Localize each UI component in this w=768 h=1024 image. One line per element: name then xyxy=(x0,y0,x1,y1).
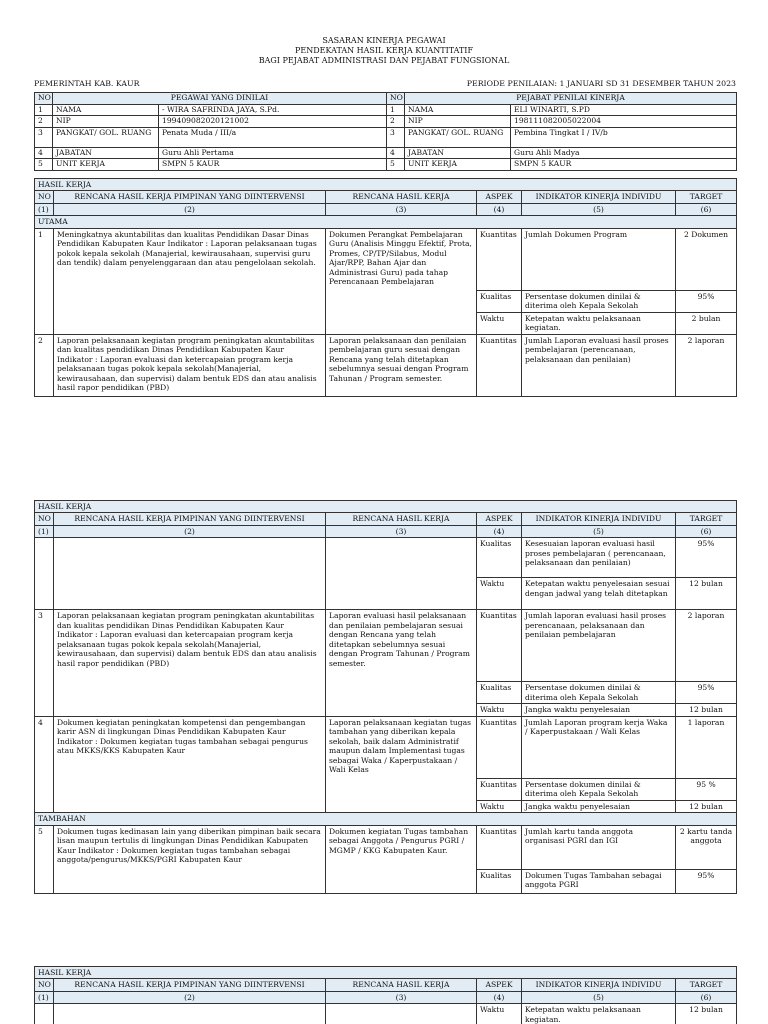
table-row: Kualitas Kesesuaian laporan evaluasi hasil proses pembelajaran ( perencanaan, pelaksanaan dan penilaian) 95% xyxy=(35,538,737,578)
table-header-row: NO RENCANA HASIL KERJA PIMPINAN YANG DIINTERVENSI RENCANA HASIL KERJA ASPEK INDIKATOR KINERJA INDIVIDU TARGET xyxy=(35,979,737,991)
table-row: Kualitas Persentase dokumen dinilai & diterima oleh Kepala Sekolah 95% xyxy=(35,290,737,312)
section-additional: TAMBAHAN xyxy=(35,813,737,825)
table-row: Kualitas Persentase dokumen dinilai & diterima oleh Kepala Sekolah 95% xyxy=(35,682,737,704)
section-work-results: HASIL KERJA xyxy=(35,501,737,513)
table-row: Kualitas Dokumen Tugas Tambahan sebagai anggota PGRI 95% xyxy=(35,869,737,893)
section-main: UTAMA xyxy=(35,216,737,228)
section-work-results: HASIL KERJA xyxy=(35,179,737,191)
table-row: Waktu Ketepatan waktu pelaksanaan kegiatan. 12 bulan xyxy=(35,1004,737,1024)
assessment-period: PERIODE PENILAIAN: 1 JANUARI SD 31 DESEMBER TAHUN 2023 xyxy=(466,79,736,88)
info-row: 3 PANGKAT/ GOL. RUANG Penata Muda / III/a 3 PANGKAT/ GOL. RUANG Pembina Tingkat I / IV/b xyxy=(35,127,737,147)
employee-info-table xyxy=(34,92,737,171)
table-number-row: (1) (2) (3) (4) (5) (6) xyxy=(35,203,737,215)
assessor-name: ELI WINARTI, S.PD xyxy=(511,104,737,116)
info-row: 4 JABATAN Guru Ahli Pertama 4 JABATAN Guru Ahli Madya xyxy=(35,147,737,159)
col-assessor: PEJABAT PENILAI KINERJA xyxy=(405,93,737,105)
assessed-rank: Penata Muda / III/a xyxy=(159,127,387,147)
col-assessed-employee: PEGAWAI YANG DINILAI xyxy=(53,93,387,105)
table-row: Waktu Jangka waktu penyelesaian 12 bulan xyxy=(35,704,737,716)
table-row: Waktu Ketepatan waktu pelaksanaan kegiatan. 2 bulan xyxy=(35,312,737,334)
work-results-table-1 xyxy=(34,178,737,397)
assessor-nip: 198111082005022004 xyxy=(511,116,737,128)
table-row: 1 Meningkatnya akuntabilitas dan kualitas Pendidikan Dasar Dinas Pendidikan Kabupaten Kaur Indikator : Laporan pelaksanaan tugas pokok kepala sekolah (Manajerial, kewirausahaan, supervisi guru dan tendik) dalam penyelenggaraan dan atau pengelolaan sekolah. Dokumen Perangkat Pembelajaran Guru (Analisis Minggu Efektif, Prota, Promes, CP/TP/Silabus, Modul Ajar/RPP, Bahan Ajar dan Administrasi Guru) pada tahap Perencanaan Pembelajaran Kuantitas Jumlah Dokumen Program 2 Dokumen xyxy=(35,228,737,290)
document-subtitle: PENDEKATAN HASIL KERJA KUANTITATIF xyxy=(294,46,474,55)
info-header-row xyxy=(35,93,737,105)
info-row: 5 UNIT KERJA SMPN 5 KAUR 5 UNIT KERJA SMPN 5 KAUR xyxy=(35,159,737,171)
agency-name: PEMERINTAH KAB. KAUR xyxy=(34,79,140,88)
table-number-row: (1) (2) (3) (4) (5) (6) xyxy=(35,525,737,537)
section-work-results: HASIL KERJA xyxy=(35,967,737,979)
work-results-table-2 xyxy=(34,500,737,894)
table-row: Waktu Ketepatan waktu penyelesaian sesuai dengan jadwal yang telah ditetapkan 12 bulan xyxy=(35,578,737,610)
assessed-unit: SMPN 5 KAUR xyxy=(159,159,387,171)
work-results-table-3 xyxy=(34,966,737,1024)
document-title: SASARAN KINERJA PEGAWAI xyxy=(322,36,446,45)
col-no: NO xyxy=(387,93,405,105)
info-row: 1 NAMA - WIRA SAFRINDA JAYA, S.Pd. 1 NAMA ELI WINARTI, S.PD xyxy=(35,104,737,116)
document-subtitle-2: BAGI PEJABAT ADMINISTRASI DAN PEJABAT FUNGSIONAL xyxy=(258,56,510,65)
table-row: 2 Laporan pelaksanaan kegiatan program peningkatan akuntabilitas dan kualitas pendidikan Dinas Pendidikan Kabupaten Kaur Indikator : Laporan evaluasi dan ketercapaian program kerja pelaksanaan tugas pokok kepala sekolah(Manajerial, kewirausahaan, dan supervisi) dalam bentuk EDS dan atau analisis hasil rapor pendidikan (PBD) Laporan pelaksanaan dan penilaian pembelajaran guru sesuai dengan Rencana yang telah ditetapkan sebelumnya sesuai dengan Program Tahunan / Program semester. Kuantitas Jumlah Laporan evaluasi hasil proses pembelajaran (perencanaan, pelaksanaan dan penilaian) 2 laporan xyxy=(35,334,737,396)
table-row: 4 Dokumen kegiatan peningkatan kompetensi dan pengembangan karir ASN di lingkungan Dinas Pendidikan Kabupaten Kaur Indikator : Dokumen kegiatan tugas tambahan sebagai pengurus atau MKKS/KKS Kabupaten Kaur Laporan pelaksanaan kegiatan tugas tambahan yang diberikan kepala sekolah, baik dalam Administratif maupun dalam Implementasi tugas sebagai Waka / Kaperpustakaan / Wali Kelas Kuantitas Jumlah Laporan program kerja Waka / Kaperpustakaan / Wali Kelas 1 laporan xyxy=(35,716,737,778)
table-row: Kuantitas Persentase dokumen dinilai & diterima oleh Kepala Sekolah 95 % xyxy=(35,778,737,800)
table-header-row: NO RENCANA HASIL KERJA PIMPINAN YANG DIINTERVENSI RENCANA HASIL KERJA ASPEK INDIKATOR KINERJA INDIVIDU TARGET xyxy=(35,191,737,203)
assessed-name: - WIRA SAFRINDA JAYA, S.Pd. xyxy=(159,104,387,116)
table-number-row: (1) (2) (3) (4) (5) (6) xyxy=(35,991,737,1003)
col-no: NO xyxy=(35,93,53,105)
assessed-position: Guru Ahli Pertama xyxy=(159,147,387,159)
info-row: 2 NIP 199409082020121002 2 NIP 198111082005022004 xyxy=(35,116,737,128)
table-row: Waktu Jangka waktu penyelesaian 12 bulan xyxy=(35,800,737,812)
table-row: 3 Laporan pelaksanaan kegiatan program peningkatan akuntabilitas dan kualitas pendidikan Dinas Pendidikan Kabupaten Kaur Indikator : Laporan evaluasi dan ketercapaian program kerja pelaksanaan tugas pokok kepala sekolah(Manajerial, kewirausahaan, dan supervisi) dalam bentuk EDS dan atau analisis hasil rapor pendidikan (PBD) Laporan evaluasi hasil pelaksanaan dan penilaian pembelajaran sesuai dengan Rencana yang telah ditetapkan sebelumnya sesuai dengan Program Tahunan / Program semester. Kuantitas Jumlah laporan evaluasi hasil proses perencanaan, pelaksanaan dan penilaian pembelajaran 2 laporan xyxy=(35,610,737,682)
assessor-unit: SMPN 5 KAUR xyxy=(511,159,737,171)
assessor-rank: Pembina Tingkat I / IV/b xyxy=(511,127,737,147)
table-header-row: NO RENCANA HASIL KERJA PIMPINAN YANG DIINTERVENSI RENCANA HASIL KERJA ASPEK INDIKATOR KINERJA INDIVIDU TARGET xyxy=(35,513,737,525)
assessed-nip: 199409082020121002 xyxy=(159,116,387,128)
table-row: 5 Dokumen tugas kedinasan lain yang diberikan pimpinan baik secara lisan maupun tertulis di lingkungan Dinas Pendidikan Kabupaten Kaur Indikator : Dokumen kegiatan tugas tambahan sebagai anggota/pengurus/MKKS/PGRI Kabupaten Kaur Dokumen kegiatan Tugas tambahan sebagai Anggota / Pengurus PGRI / MGMP / KKG Kabupaten Kaur. Kuantitas Jumlah kartu tanda anggota organisasi PGRI dan IGI 2 kartu tanda anggota xyxy=(35,825,737,869)
assessor-position: Guru Ahli Madya xyxy=(511,147,737,159)
